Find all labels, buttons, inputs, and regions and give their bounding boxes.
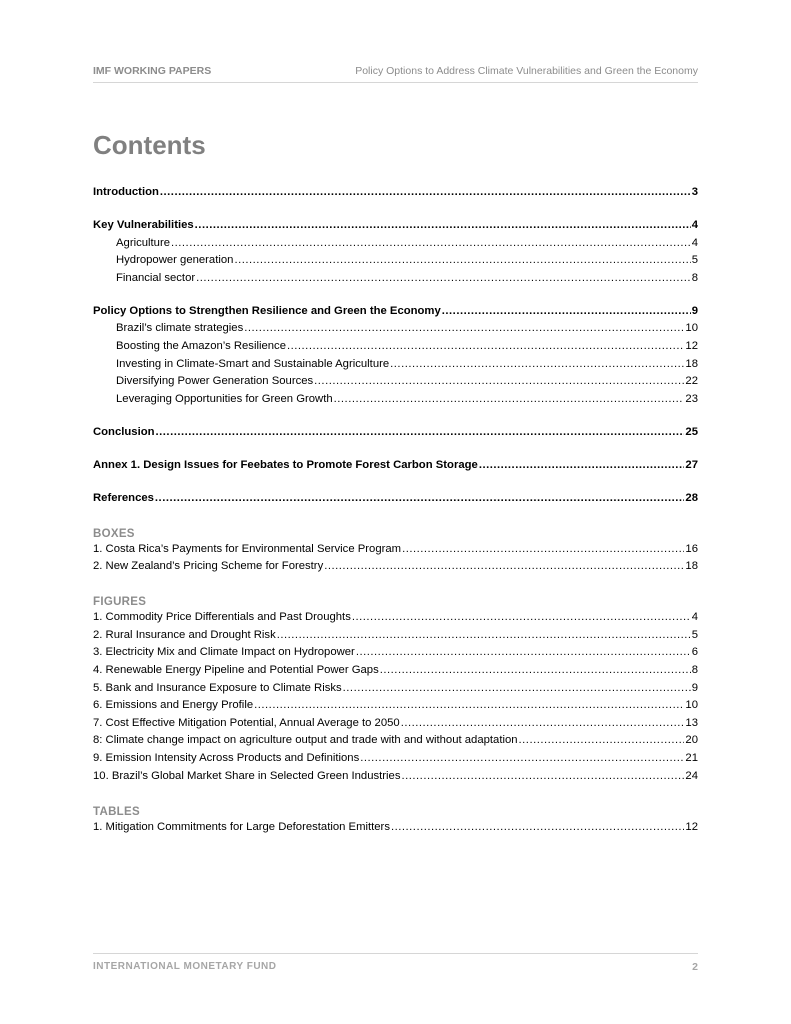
list-heading: BOXES [93,527,135,540]
page-title: Contents [93,130,206,160]
toc-subentry[interactable] [93,375,698,393]
toc-entry-label: Key Vulnerabilities [93,218,194,231]
dot-leader [334,393,685,405]
toc-entry-label: 1. Mitigation Commitments for Large Deforestation Emitters [93,820,390,833]
toc-entry-label: Introduction [93,186,159,198]
toc-subentry[interactable] [93,322,698,340]
list-item[interactable] [93,682,698,700]
toc-entry-label: 5. Bank and Insurance Exposure to Climate Risks [93,681,342,694]
dot-leader [360,752,684,764]
list-item[interactable] [93,752,698,770]
list-item[interactable] [93,770,698,788]
toc-entry-page: 16 [685,542,698,555]
toc-entry-label: 2. Rural Insurance and Drought Risk [93,628,276,641]
toc-entry-page: 10 [685,699,698,712]
toc-entry-label: References [93,491,154,504]
list-heading: TABLES [93,805,140,818]
toc-entry-page: 18 [685,560,698,573]
toc-entry[interactable] [93,219,698,237]
toc-subentry[interactable] [93,237,698,255]
toc-entry-label: 4. Renewable Energy Pipeline and Potential Power Gaps [93,664,379,677]
toc-entry[interactable] [93,459,698,477]
list-item[interactable] [93,560,698,578]
toc-entry-label: 3. Electricity Mix and Climate Impact on Hydropower [93,646,355,659]
page-number: 2 [692,961,698,973]
toc-entry-label: Conclusion [93,425,155,438]
toc-entry-page: 22 [685,375,698,388]
list-item[interactable] [93,664,698,682]
dot-leader [442,305,691,317]
dot-leader [401,717,685,729]
list-item[interactable] [93,717,698,735]
toc-entry-page: 9 [691,304,698,317]
toc-subentry[interactable] [93,254,698,272]
dot-leader [254,699,684,711]
list-item[interactable] [93,821,698,839]
list-item[interactable] [93,611,698,629]
toc-entry[interactable] [93,305,698,323]
toc-entry-label: Agriculture [116,236,170,249]
toc-entry[interactable] [93,426,698,444]
toc-entry-page: 18 [685,357,698,370]
toc-entry-page: 20 [685,734,698,747]
toc-entry-page: 3 [691,186,698,198]
toc-entry-label: 7. Cost Effective Mitigation Potential, Annual Average to 2050 [93,716,400,729]
toc-entry-label: Hydropower generation [116,254,234,267]
toc-subentry[interactable] [93,393,698,411]
toc-entry-page: 8 [691,664,698,677]
page-footer [93,953,698,973]
list-item[interactable] [93,699,698,717]
table-of-contents [93,186,698,838]
dot-leader [356,646,691,658]
dot-leader [380,664,691,676]
dot-leader [402,543,684,555]
toc-entry-page: 27 [685,458,698,471]
toc-entry-label: Boosting the Amazon’s Resilience [116,339,286,352]
toc-entry-page: 4 [691,236,698,249]
dot-leader [155,492,685,504]
dot-leader [171,237,691,249]
toc-entry-label: Diversifying Power Generation Sources [116,375,314,388]
toc-entry-label: Policy Options to Strengthen Resilience and Green the Economy [93,304,441,317]
toc-entry-page: 6 [691,646,698,659]
toc-entry-label: 2. New Zealand’s Pricing Scheme for Forestry [93,560,324,573]
header-series: IMF WORKING PAPERS [93,65,212,77]
dot-leader [195,219,691,231]
toc-entry-label: 9. Emission Intensity Across Products and Definitions [93,751,360,764]
toc-entry-label: Financial sector [116,271,196,284]
list-item[interactable] [93,646,698,664]
toc-entry-page: 21 [685,751,698,764]
list-item[interactable] [93,734,698,752]
toc-entry-page: 4 [691,218,698,231]
toc-subentry[interactable] [93,340,698,358]
toc-entry[interactable] [93,492,698,510]
toc-entry-label: Investing in Climate-Smart and Sustainable Agriculture [116,357,390,370]
toc-subentry[interactable] [93,272,698,290]
toc-entry[interactable] [93,186,698,204]
toc-entry-page: 12 [685,820,698,833]
toc-entry-page: 9 [691,681,698,694]
dot-leader [352,611,691,623]
dot-leader [314,375,684,387]
toc-entry-page: 28 [685,491,698,504]
dot-leader [390,358,684,370]
footer-organization: INTERNATIONAL MONETARY FUND [93,961,277,972]
dot-leader [234,254,690,266]
dot-leader [277,629,691,641]
toc-entry-page: 8 [691,271,698,284]
dot-leader [196,272,691,284]
toc-entry-label: 10. Brazil’s Global Market Share in Selected Green Industries [93,769,401,782]
toc-entry-page: 5 [691,628,698,641]
page-header [93,64,698,83]
dot-leader [401,770,684,782]
toc-entry-label: Brazil’s climate strategies [116,322,244,335]
toc-subentry[interactable] [93,358,698,376]
dot-leader [519,734,685,746]
dot-leader [391,821,684,833]
dot-leader [160,186,691,198]
toc-entry-label: 1. Costa Rica’s Payments for Environmental Service Program [93,542,402,555]
toc-entry-label: Leveraging Opportunities for Green Growth [116,392,333,405]
dot-leader [156,426,685,438]
toc-entry-label: 8: Climate change impact on agriculture output and trade with and without adaptation [93,734,518,747]
dot-leader [343,682,691,694]
dot-leader [479,459,685,471]
toc-entry-page: 24 [685,769,698,782]
toc-entry-page: 12 [685,339,698,352]
toc-entry-page: 10 [685,322,698,335]
toc-entry-page: 5 [691,254,698,267]
toc-entry-label: 6. Emissions and Energy Profile [93,699,254,712]
toc-entry-page: 23 [685,392,698,405]
toc-entry-label: Annex 1. Design Issues for Feebates to Promote Forest Carbon Storage [93,458,478,471]
list-item[interactable] [93,543,698,561]
list-item[interactable] [93,629,698,647]
toc-entry-page: 25 [685,425,698,438]
header-paper-title: Policy Options to Address Climate Vulnerabilities and Green the Economy [355,65,698,77]
dot-leader [244,322,684,334]
list-heading: FIGURES [93,596,147,609]
dot-leader [287,340,684,352]
toc-entry-page: 4 [691,611,698,624]
toc-entry-page: 13 [685,716,698,729]
dot-leader [324,560,684,572]
toc-entry-label: 1. Commodity Price Differentials and Past Droughts [93,611,351,624]
